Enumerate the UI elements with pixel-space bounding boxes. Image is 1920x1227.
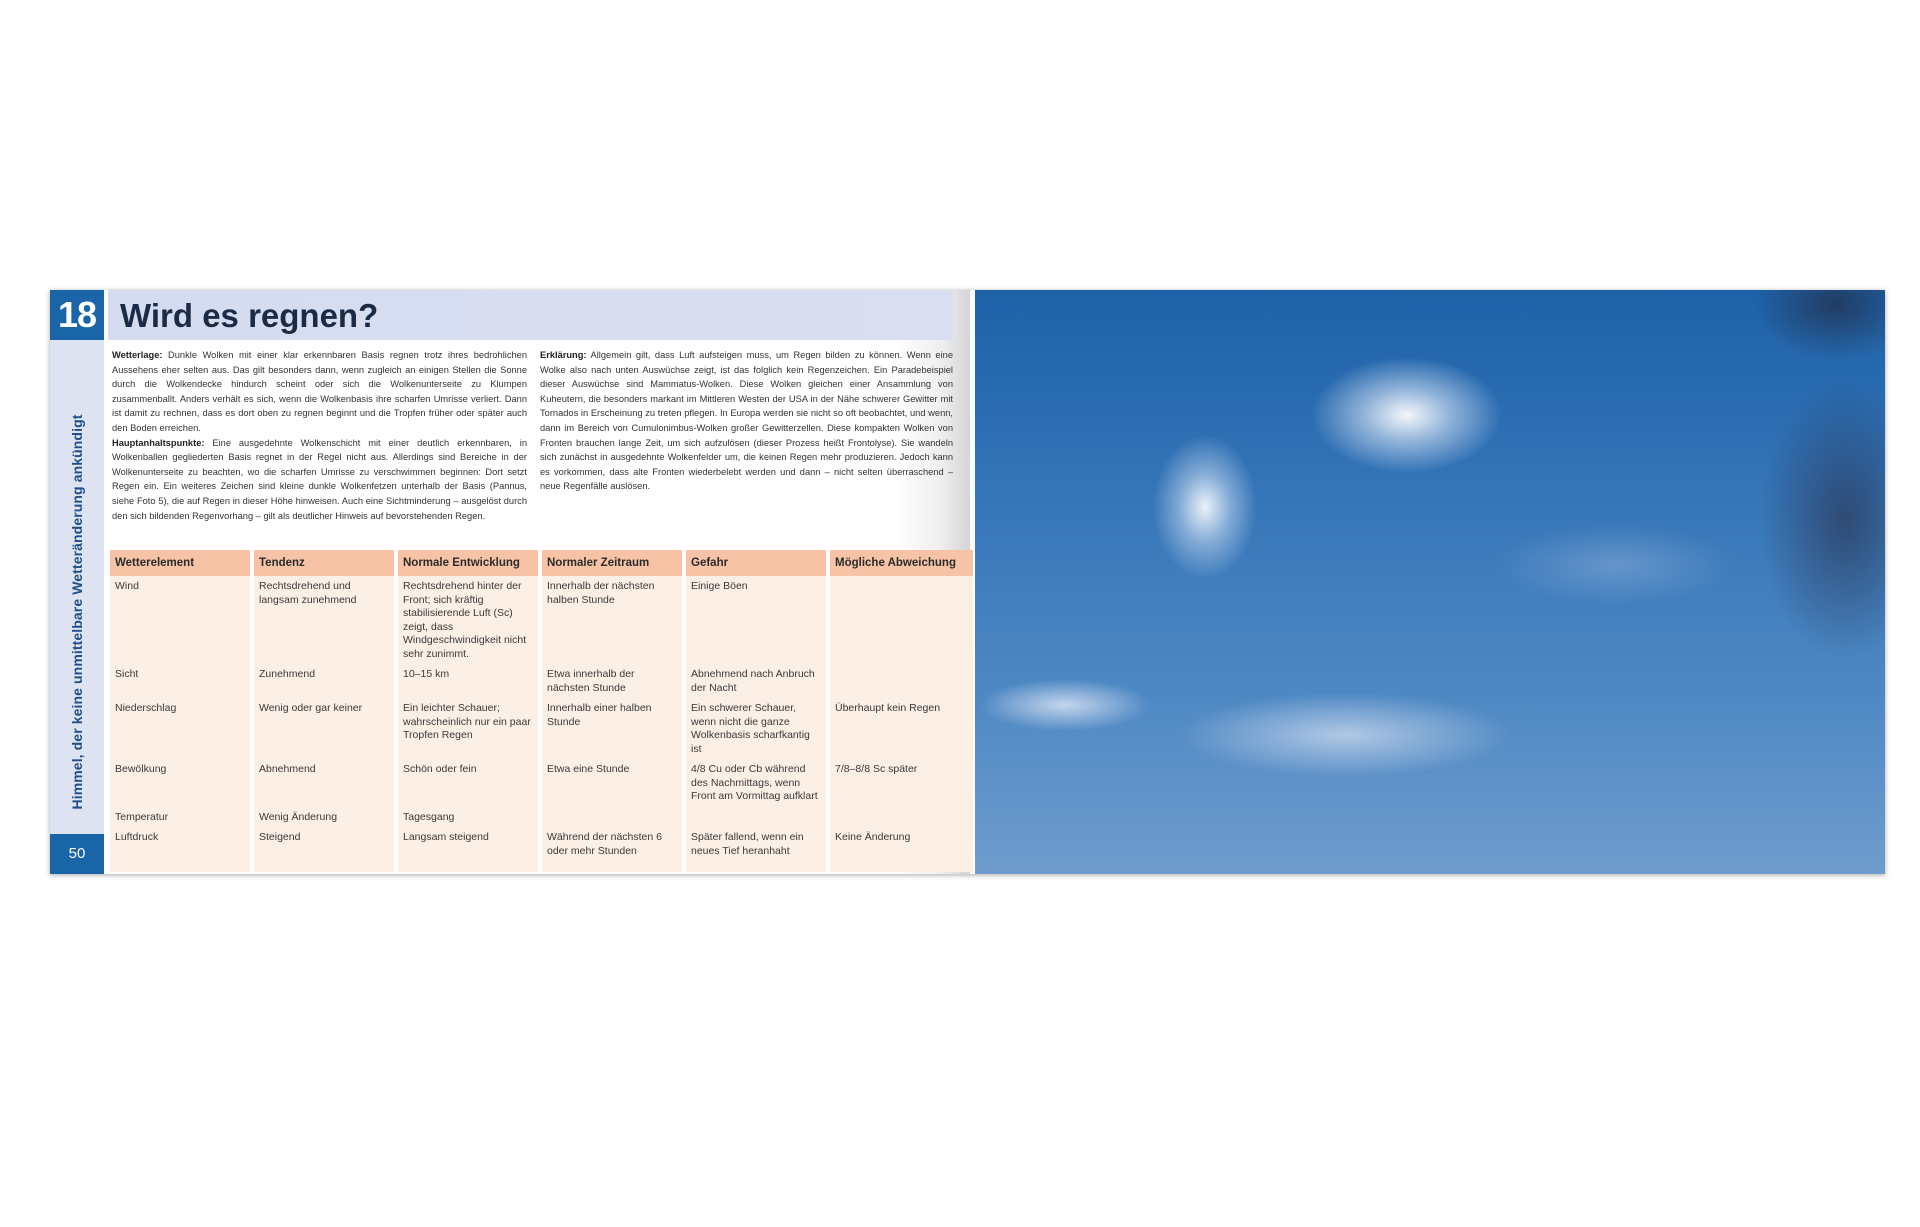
table-cell: 7/8–8/8 Sc später bbox=[830, 759, 973, 807]
paragraph-clues bbox=[112, 436, 527, 524]
table-row bbox=[110, 827, 973, 872]
table-cell: Niederschlag bbox=[110, 698, 250, 759]
weather-table bbox=[106, 550, 977, 872]
table-cell: Rechtsdrehend und langsam zunehmend bbox=[254, 576, 394, 664]
page-number: 50 bbox=[50, 834, 104, 874]
table-cell: 4/8 Cu oder Cb während des Nachmittags, wenn Front am Vormittag aufklart bbox=[686, 759, 826, 807]
table-cell: Luftdruck bbox=[110, 827, 250, 872]
table-cell: Keine Änderung bbox=[830, 827, 973, 872]
text-column-right bbox=[540, 348, 953, 494]
column-header: Normaler Zeitraum bbox=[542, 550, 682, 576]
column-header: Tendenz bbox=[254, 550, 394, 576]
table-row bbox=[110, 576, 973, 664]
table-row bbox=[110, 664, 973, 698]
label-explanation: Erklärung: bbox=[540, 350, 587, 360]
table-cell: Überhaupt kein Regen bbox=[830, 698, 973, 759]
table-cell: 10–15 km bbox=[398, 664, 538, 698]
table-cell: Innerhalb einer halben Stunde bbox=[542, 698, 682, 759]
sidebar-strip bbox=[50, 340, 104, 834]
table-cell bbox=[830, 664, 973, 698]
left-page bbox=[50, 290, 970, 874]
table-cell: Innerhalb der nächsten halben Stunde bbox=[542, 576, 682, 664]
text-explanation: Allgemein gilt, dass Luft aufsteigen muss, um Regen bilden zu können. Wenn eine Wolke also nach unten Auswüchse zeigt, ist das folglich kein Regenzeichen. Ein Paradebeispiel dieser Auswüchse sind Mammatus-Wolken. Diese Wolken gleichen einer Ansammlung von Kuheutern, die besonders markant im Mittleren Westen der USA in der Nähe schwerer Gewitter mit Tornados in Erscheinung zu treten pflegen. In Europa werden sie nicht so oft beobachtet, und wenn, dann im Bereich von Cumulonimbus-Wolken großer Gewitterzellen. Diese kompakten Wolken von Fronten brauchen lange Zeit, um sich aufzulösen (dieser Prozess heißt Frontolyse). Sie wandeln sich zunächst in ausgedehnte Wolkenfelder um, die keinen Regen mehr produzieren. Jedoch kann es vorkommen, dass alte Fronten wiederbelebt werden und dann – nicht selten überraschend – neue Regenfälle auslösen. bbox=[540, 350, 953, 492]
table-header-row bbox=[110, 550, 973, 576]
table-cell bbox=[542, 807, 682, 828]
table-cell: Wind bbox=[110, 576, 250, 664]
column-header: Wetterelement bbox=[110, 550, 250, 576]
table-cell: Ein schwerer Schauer, wenn nicht die ganze Wolkenbasis scharfkantig ist bbox=[686, 698, 826, 759]
column-header: Gefahr bbox=[686, 550, 826, 576]
table-cell bbox=[830, 807, 973, 828]
table-cell: Einige Böen bbox=[686, 576, 826, 664]
table-cell: Schön oder fein bbox=[398, 759, 538, 807]
column-header: Mögliche Abweichung bbox=[830, 550, 973, 576]
table-row bbox=[110, 759, 973, 807]
table-cell: Tagesgang bbox=[398, 807, 538, 828]
table-cell: Später fallend, wenn ein neues Tief heranhaht bbox=[686, 827, 826, 872]
text-column-left bbox=[112, 348, 527, 523]
table-row bbox=[110, 698, 973, 759]
label-clues: Hauptanhaltspunkte: bbox=[112, 437, 205, 448]
table-cell: Langsam steigend bbox=[398, 827, 538, 872]
table-cell: Wenig oder gar keiner bbox=[254, 698, 394, 759]
label-weather: Wetterlage: bbox=[112, 350, 163, 360]
chapter-sidebar bbox=[50, 290, 104, 874]
table-cell: Zunehmend bbox=[254, 664, 394, 698]
table-cell bbox=[830, 576, 973, 664]
sky-clouds-photo bbox=[975, 290, 1885, 874]
text-weather: Dunkle Wolken mit einer klar erkennbaren Basis regnen trotz ihres bedrohlichen Aussehens eher selten aus. Das gilt besonders dann, wenn zugleich an einigen Stellen die Sonne durch die Wolkendecke hindurch scheint oder sich die Wolkenunterseite zu Klumpen zusammenballt. Anders verhält es sich, wenn die Wolkenbasis ihre scharfen Umrisse verliert. Dann ist damit zu rechnen, dass es dort oben zu regnen beginnt und die Tropfen früher oder später auch den Boden erreichen. bbox=[112, 350, 527, 433]
table-cell: Bewölkung bbox=[110, 759, 250, 807]
chapter-number: 18 bbox=[50, 290, 104, 340]
table-row bbox=[110, 807, 973, 828]
text-clues: Eine ausgedehnte Wolkenschicht mit einer deutlich erkennbaren, in Wolkenballen gegliederten Basis regnet in der Regel nicht aus. Allerdings sind Bereiche in der Wolkenunterseite zu beachten, wo die scharfen Umrisse zu verschwimmen beginnen: Dort setzt Regen ein. Ein weiteres Zeichen sind kleine dunkle Wolkenfetzen unterhalb der Basis (Pannus, siehe Foto 5), die auf Regen in dieser Höhe hinweisen. Auch eine Sichtminderung – ausgelöst durch den sich bildenden Regenvorhang – gilt als deutlicher Hinweis auf bevorstehenden Regen. bbox=[112, 437, 527, 521]
weather-table-container bbox=[110, 550, 956, 874]
table-cell: Ein leichter Schauer; wahrscheinlich nur ein paar Tropfen Regen bbox=[398, 698, 538, 759]
table-cell: Während der nächsten 6 oder mehr Stunden bbox=[542, 827, 682, 872]
table-cell: Steigend bbox=[254, 827, 394, 872]
paragraph-explanation bbox=[540, 348, 953, 494]
table-cell bbox=[686, 807, 826, 828]
table-cell: Wenig Änderung bbox=[254, 807, 394, 828]
table-cell: Sicht bbox=[110, 664, 250, 698]
table-cell: Abnehmend bbox=[254, 759, 394, 807]
table-cell: Etwa eine Stunde bbox=[542, 759, 682, 807]
table-cell: Temperatur bbox=[110, 807, 250, 828]
sidebar-title: Himmel, der keine unmittelbare Wetteränderung ankündigt bbox=[69, 414, 85, 810]
page-title: Wird es regnen? bbox=[120, 297, 379, 334]
table-cell: Etwa innerhalb der nächsten Stunde bbox=[542, 664, 682, 698]
table-cell: Abnehmend nach Anbruch der Nacht bbox=[686, 664, 826, 698]
table-cell: Rechtsdrehend hinter der Front; sich kräftig stabilisierende Luft (Sc) zeigt, dass Windgeschwindigkeit nicht sehr zunimmt. bbox=[398, 576, 538, 664]
paragraph-weather bbox=[112, 348, 527, 436]
column-header: Normale Entwicklung bbox=[398, 550, 538, 576]
book-spread bbox=[50, 290, 1885, 874]
